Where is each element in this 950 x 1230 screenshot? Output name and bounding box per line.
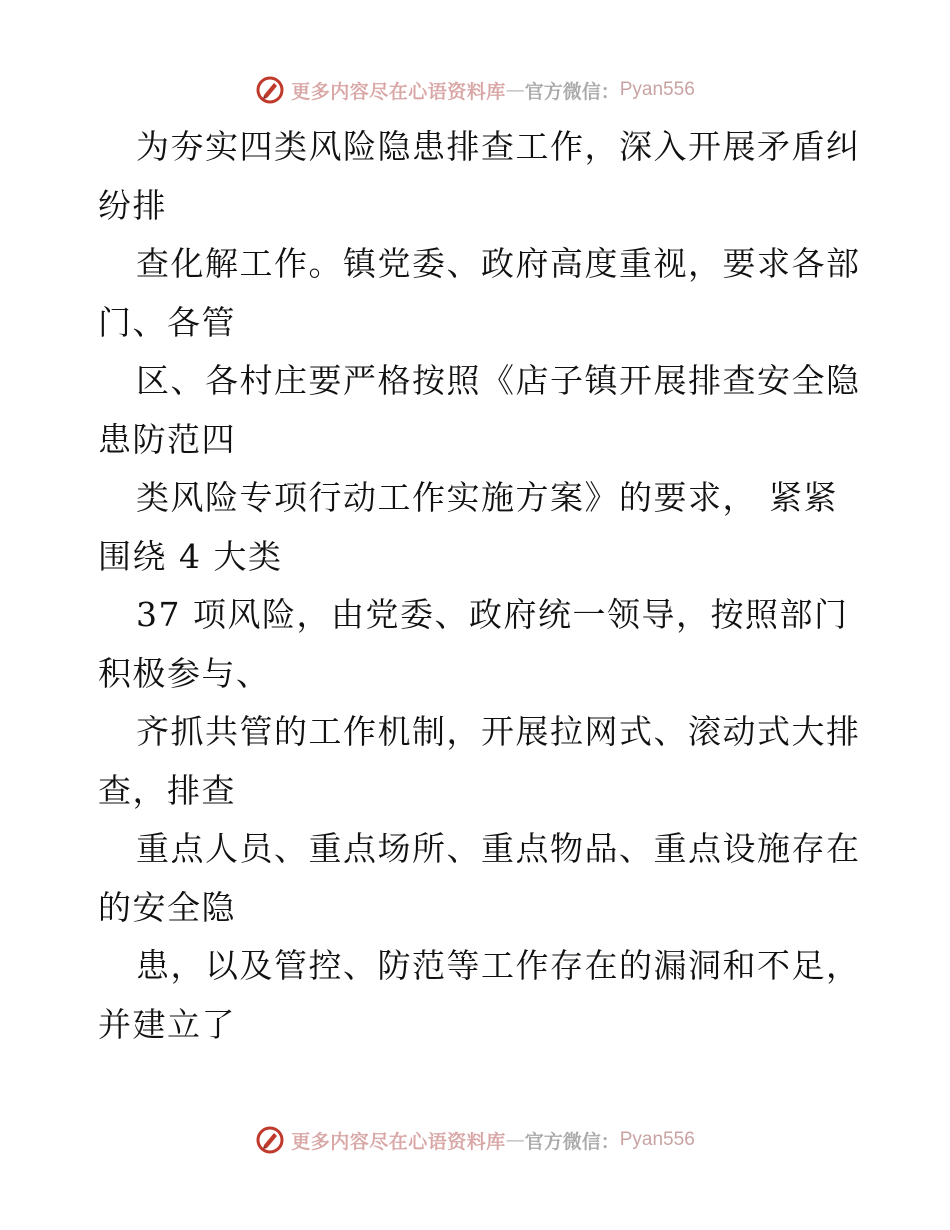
watermark-wechat-label: 官方微信：	[524, 1130, 620, 1153]
document-paragraph	[98, 118, 861, 1054]
paragraph-line: 区、各村庄要严格按照《店子镇开展排查安全隐	[136, 361, 861, 400]
paragraph-line: 查，排查	[98, 770, 236, 810]
paragraph-line: 查化解工作。镇党委、政府高度重视，要求各部	[136, 244, 861, 283]
paragraph-line: 积极参与、	[98, 653, 271, 693]
paragraph-line: 齐抓共管的工作机制，开展拉网式、滚动式大排	[136, 712, 861, 751]
paragraph-line: 37 项风险，由党委、政府统一领导，按照部门	[136, 595, 849, 634]
paragraph-line: 重点人员、重点场所、重点物品、重点设施存在	[136, 829, 861, 868]
watermark-wechat-label: 官方微信：	[524, 80, 620, 103]
watermark-wechat-id: Pyan556	[619, 1129, 695, 1150]
paragraph-line: 围绕 4 大类	[98, 536, 283, 576]
paragraph-line: 患防范四	[98, 419, 236, 459]
paragraph-line: 的安全隐	[98, 887, 236, 927]
paragraph-line: 并建立了	[98, 1004, 236, 1044]
watermark-site-text: 更多内容尽在心语资料库	[291, 80, 506, 103]
footer-watermark	[0, 1120, 950, 1160]
paragraph-line: 类风险专项行动工作实施方案》的要求， 紧紧	[136, 478, 838, 517]
watermark-separator: —	[505, 1129, 525, 1151]
paragraph-line: 纷排	[98, 185, 167, 225]
watermark-wechat-id: Pyan556	[619, 79, 695, 100]
header-watermark	[0, 70, 950, 110]
paragraph-line: 门、各管	[98, 302, 236, 342]
watermark-separator: —	[505, 79, 525, 101]
watermark-site-text: 更多内容尽在心语资料库	[291, 1130, 506, 1153]
paragraph-line: 为夯实四类风险隐患排查工作，深入开展矛盾纠	[136, 127, 861, 166]
watermark-logo-icon	[255, 75, 285, 105]
paragraph-line: 患，以及管控、防范等工作存在的漏洞和不足，	[136, 946, 861, 985]
watermark-logo-icon	[255, 1125, 285, 1155]
